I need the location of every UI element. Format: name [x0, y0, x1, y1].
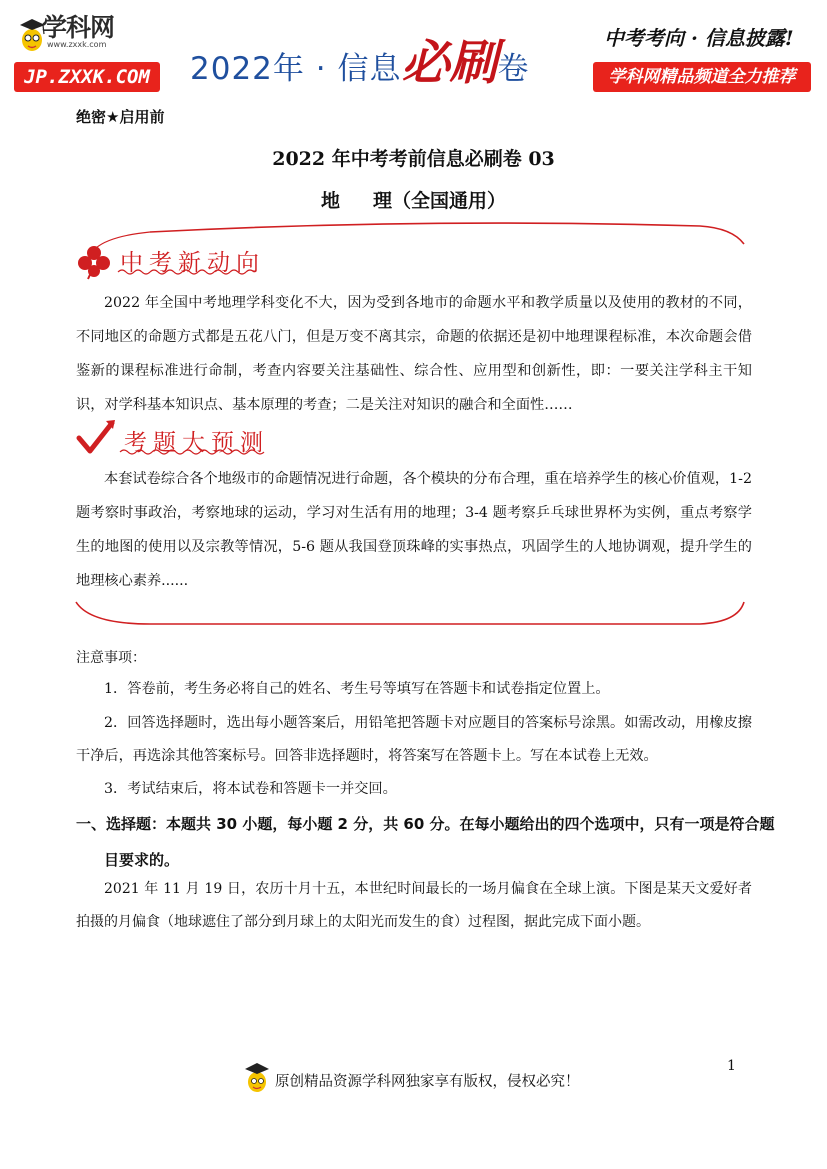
section-heading: 一、选择题：本题共 30 小题，每小题 2 分，共 60 分。在每小题给出的四个选项中，只有一项是符合题目要求的。 [76, 815, 775, 869]
banner-emphasis: 必刷 [401, 35, 498, 91]
page-number: 1 [727, 1058, 736, 1074]
predict-heading: 考题大预测 [124, 430, 269, 456]
trend-heading: 中考新动向 [120, 250, 265, 276]
note-item: 3．考试结束后，将本试卷和答题卡一并交回。 [104, 781, 397, 797]
clover-icon [76, 244, 112, 280]
predict-paragraph: 本套试卷综合各个地级市的命题情况进行命题，各个模块的分布合理，重在培养学生的核心价值观，1-2 题考察时事政治，考察地球的运动，学习对生活有用的地理；3-4 题考察乒乓球世界杯为实例，重点考察学生的地图的使用以及宗教等情况，5-6 题从我国登顶珠峰的实事热点，巩固学生的人地协调观，提升学生的地理核心素养...... [76, 471, 752, 589]
banner-tail: 卷 [497, 51, 529, 87]
copyright-footer: 原创精品资源学科网独家享有版权，侵权必究！ [275, 1074, 580, 1090]
recommend-badge: 学科网精品频道全力推荐 [593, 62, 811, 92]
secret-label: 绝密★启用前 [76, 108, 165, 126]
banner-year: 2022年 · 信息 [190, 51, 402, 87]
site-badge[interactable]: JP.ZXXK.COM [14, 62, 160, 92]
check-arrow-icon [76, 418, 116, 458]
notes-title: 注意事项： [76, 650, 146, 666]
mascot-icon [244, 1060, 274, 1094]
subject-title: 地 理（全国通用） [320, 190, 507, 212]
trend-paragraph: 2022 年全国中考地理学科变化不大，因为受到各地市的命题水平和教学质量以及使用的教材的不同，不同地区的命题方式都是五花八门，但是万变不离其宗，命题的依据还是初中地理课程标准，本次命题会借鉴新的课程标准进行命制，考查内容要关注基础性、综合性、应用型和创新性，即：一要关注学科主干知识，对学科基本知识点、基本原理的考查；二是关注对知识的融合和全面性…… [76, 295, 752, 413]
note-item: 2．回答选择题时，选出每小题答案后，用铅笔把答题卡对应题目的答案标号涂黑。如需改动，用橡皮擦干净后，再选涂其他答案标号。回答非选择题时，将答案写在答题卡上。写在本试卷上无效。 [76, 715, 752, 764]
question-intro: 2021 年 11 月 19 日，农历十月十五，本世纪时间最长的一场月偏食在全球上演。下图是某天文爱好者拍摄的月偏食（地球遮住了部分到月球上的太阳光而发生的食）过程图，据此完成下面小题。 [76, 881, 752, 930]
note-item: 1．答卷前，考生务必将自己的姓名、考生号等填写在答题卡和试卷指定位置上。 [104, 681, 610, 697]
page-title: 2022 年中考考前信息必刷卷 03 [272, 148, 555, 170]
logo-brand-name: 学科网 [42, 13, 115, 42]
banner-title [190, 24, 529, 91]
slogan: 中考考向 · 信息披露! [604, 26, 794, 50]
logo-url: www.zxxk.com [47, 40, 107, 49]
